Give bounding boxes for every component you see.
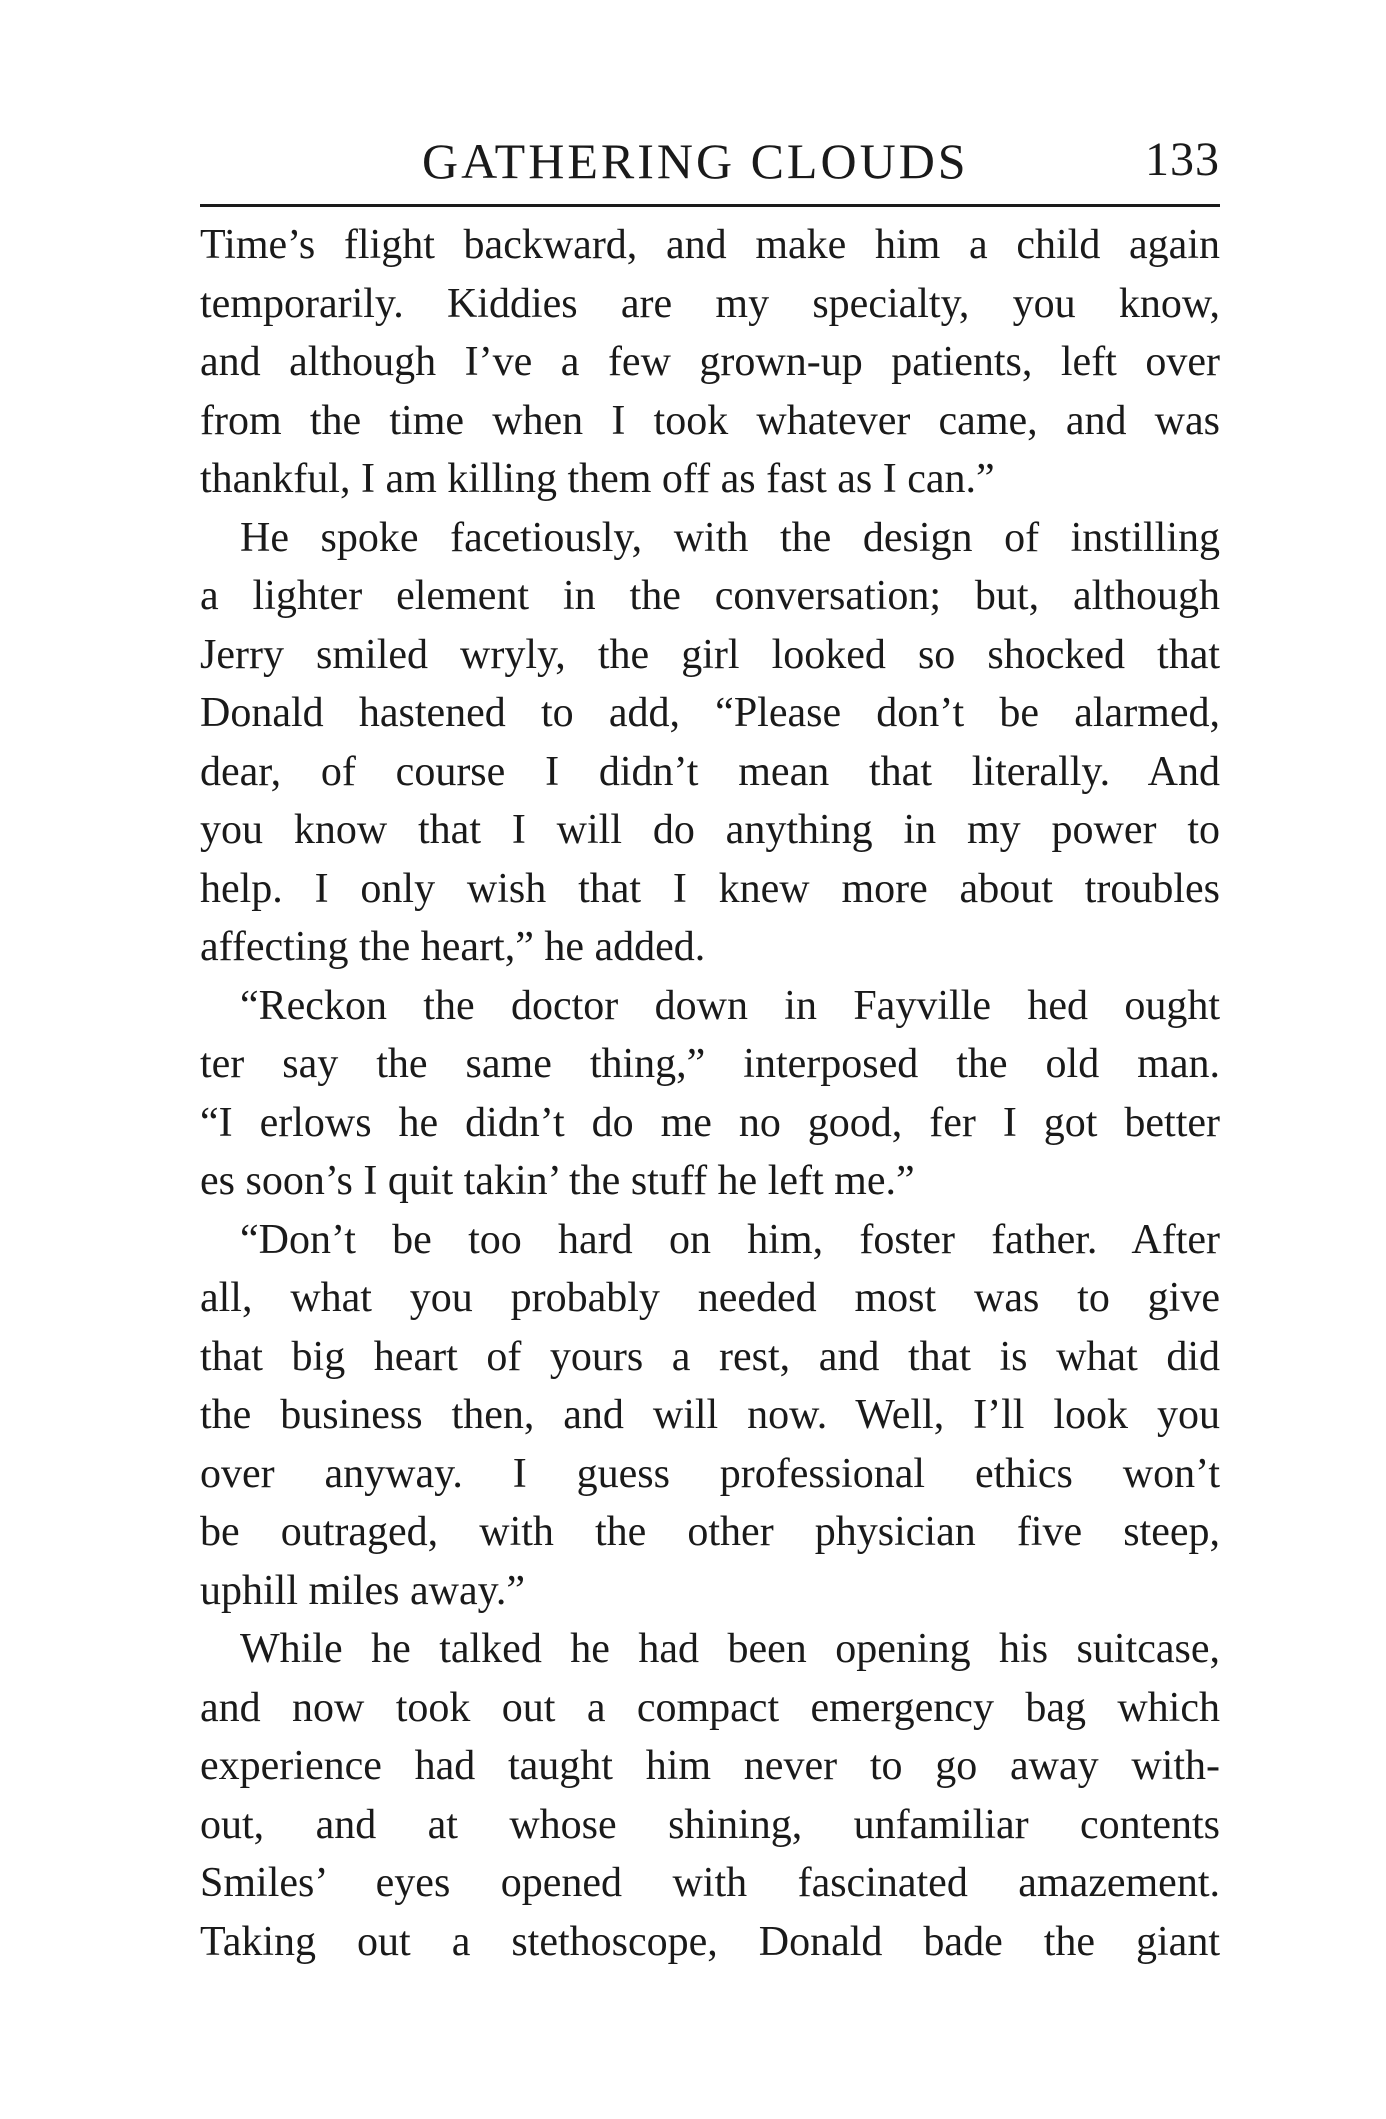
text-line: out, and at whose shining, unfamiliar contents (200, 1801, 1220, 1848)
text-line: that big heart of yours a rest, and that is what did (200, 1333, 1220, 1380)
header-rule (200, 204, 1220, 207)
paragraph (200, 509, 1220, 977)
page-header (200, 128, 1220, 200)
text-line: and now took out a compact emergency bag which (200, 1684, 1220, 1731)
text-line: affecting the heart,” he added. (200, 924, 706, 970)
text-line: “I erlows he didn’t do me no good, fer I got better (200, 1099, 1220, 1146)
page-number: 133 (1145, 133, 1220, 186)
text-line: over anyway. I guess professional ethics won’t (200, 1450, 1220, 1497)
text-line: Jerry smiled wryly, the girl looked so shocked that (200, 631, 1220, 678)
text-line: the business then, and will now. Well, I’ll look you (200, 1392, 1220, 1438)
text-line: be outraged, with the other physician five steep, (200, 1509, 1220, 1555)
paragraph (200, 977, 1220, 1211)
text-line: temporarily. Kiddies are my specialty, you know, (200, 280, 1220, 327)
body-text (200, 216, 1220, 1971)
text-line: uphill miles away.” (200, 1567, 526, 1614)
text-line: Donald hastened to add, “Please don’t be alarmed, (200, 690, 1220, 736)
text-line: from the time when I took whatever came, and was (200, 397, 1220, 444)
text-line: “Reckon the doctor down in Fayville hed ought (240, 982, 1220, 1029)
text-line: a lighter element in the conversation; but, although (200, 573, 1220, 619)
text-line: Smiles’ eyes opened with fascinated amazement. (200, 1860, 1220, 1906)
text-line: He spoke facetiously, with the design of instilling (240, 514, 1220, 561)
paragraph (200, 1620, 1220, 1971)
text-line: While he talked he had been opening his suitcase, (240, 1626, 1220, 1672)
paragraph (200, 216, 1220, 509)
text-line: dear, of course I didn’t mean that literally. And (200, 748, 1220, 795)
text-line: help. I only wish that I knew more about troubles (200, 865, 1220, 912)
text-line: and although I’ve a few grown-up patients, left over (200, 339, 1220, 385)
text-line: experience had taught him never to go away with- (200, 1743, 1220, 1789)
text-line: Time’s flight backward, and make him a child again (200, 222, 1220, 268)
text-line: all, what you probably needed most was to give (200, 1275, 1220, 1321)
running-title: GATHERING CLOUDS (422, 133, 969, 189)
text-line: you know that I will do anything in my power to (200, 807, 1220, 853)
paragraph (200, 1211, 1220, 1621)
text-line: Taking out a stethoscope, Donald bade the giant (200, 1918, 1220, 1965)
text-line: “Don’t be too hard on him, foster father. After (240, 1216, 1220, 1263)
text-line: ter say the same thing,” interposed the old man. (200, 1041, 1220, 1087)
text-line: es soon’s I quit takin’ the stuff he left me.” (200, 1158, 915, 1204)
text-line: thankful, I am killing them off as fast as I can.” (200, 456, 995, 502)
